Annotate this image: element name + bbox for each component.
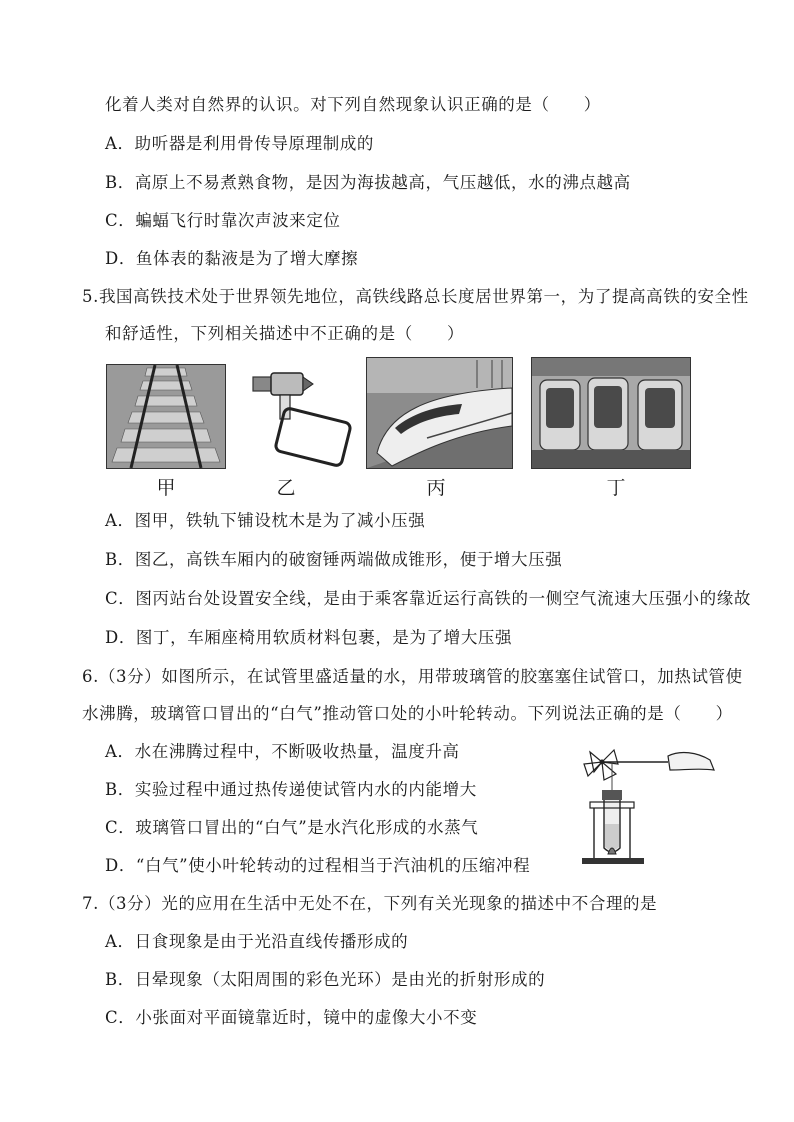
figure-ding-train-seats: [531, 357, 691, 469]
q6-option-a: A．水在沸腾过程中，不断吸收热量，温度升高: [105, 742, 460, 761]
q6-stem-line2: 水沸腾，玻璃管口冒出的“白气”推动管口处的小叶轮转动。下列说法正确的是（ ）: [82, 704, 733, 723]
q7-stem: 7.（3分）光的应用在生活中无处不在，下列有关光现象的描述中不合理的是: [82, 894, 658, 913]
caption-ding: 丁: [606, 477, 626, 499]
q5-option-d: D．图丁，车厢座椅用软质材料包裹，是为了增大压强: [105, 628, 513, 647]
q6-stem-line1: 6.（3分）如图所示，在试管里盛适量的水，用带玻璃管的胶塞塞住试管口，加热试管使: [82, 667, 743, 686]
caption-jia: 甲: [156, 477, 176, 499]
figure-bing-high-speed-train: [366, 357, 513, 469]
q5-option-c: C．图丙站台处设置安全线，是由于乘客靠近运行高铁的一侧空气流速大压强小的缘故: [105, 589, 751, 608]
q7-option-b: B．日晕现象（太阳周围的彩色光环）是由光的折射形成的: [105, 970, 546, 989]
q4-option-b: B．高原上不易煮熟食物，是因为海拔越高，气压越低，水的沸点越高: [105, 173, 631, 192]
q5-stem-line1: 5.我国高铁技术处于世界领先地位，高铁线路总长度居世界第一，为了提高高铁的安全性: [82, 287, 749, 306]
q6-option-d: D．“白气”使小叶轮转动的过程相当于汽油机的压缩冲程: [105, 856, 531, 875]
q4-option-c: C．蝙蝠飞行时靠次声波来定位: [105, 211, 341, 230]
q4-option-a: A．助听器是利用骨传导原理制成的: [105, 134, 375, 153]
figure-yi-safety-hammer: [240, 364, 356, 469]
q5-option-a: A．图甲，铁轨下铺设枕木是为了减小压强: [105, 511, 426, 530]
q5-stem-line2: 和舒适性，下列相关描述中不正确的是（ ）: [105, 324, 465, 343]
q5-option-b: B．图乙，高铁车厢内的破窗锤两端做成锥形，便于增大压强: [105, 550, 563, 569]
caption-yi: 乙: [276, 477, 296, 499]
figure-jia-railway-track: [106, 364, 226, 469]
q6-option-c: C．玻璃管口冒出的“白气”是水汽化形成的水蒸气: [105, 818, 479, 837]
q4-option-d: D．鱼体表的黏液是为了增大摩擦: [105, 249, 359, 268]
q4-stem-continuation: 化着人类对自然界的认识。对下列自然现象认识正确的是（ ）: [105, 95, 601, 114]
q7-option-c: C．小张面对平面镜靠近时，镜中的虚像大小不变: [105, 1008, 478, 1027]
q7-option-a: A．日食现象是由于光沿直线传播形成的: [105, 932, 409, 951]
caption-bing: 丙: [426, 477, 446, 499]
q6-option-b: B．实验过程中通过热传递使试管内水的内能增大: [105, 780, 477, 799]
figure-test-tube-pinwheel: [572, 740, 722, 870]
